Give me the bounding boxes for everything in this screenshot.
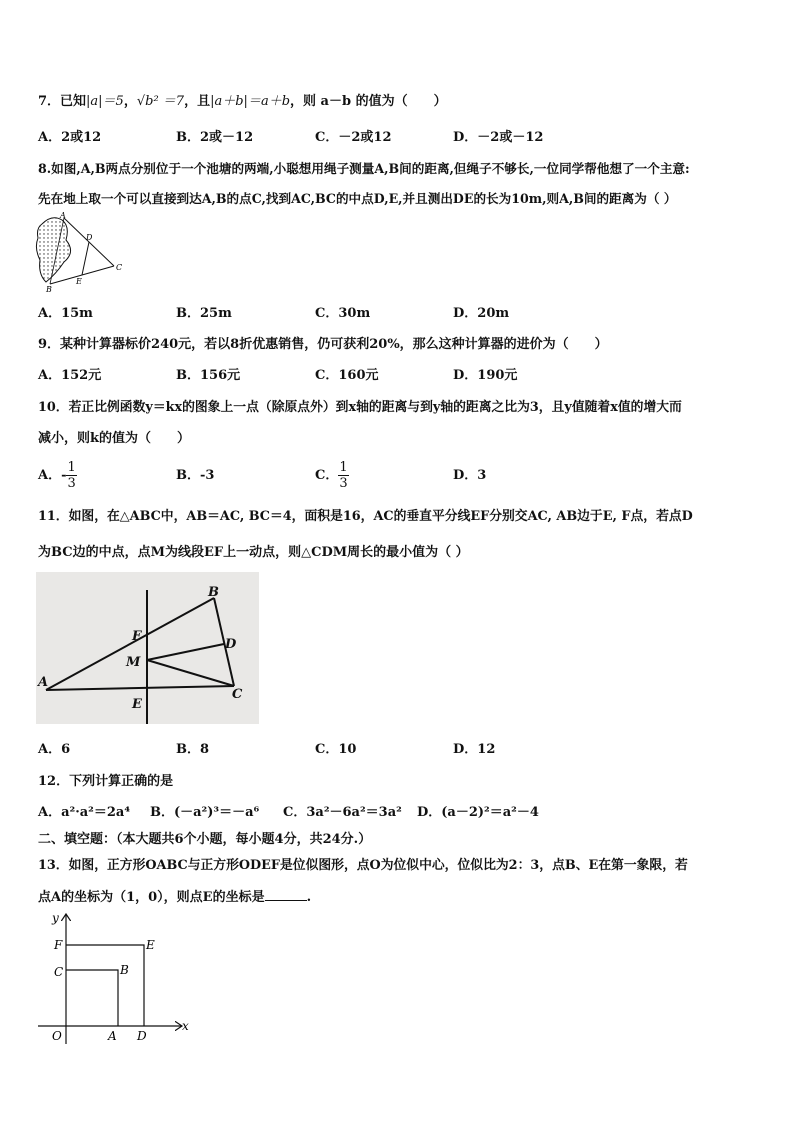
coordinate-figure [32, 908, 197, 1046]
q13-line2-text: 点A的坐标为（1，0），则点E的坐标是 [38, 890, 265, 905]
photo-label-d: D [225, 637, 237, 652]
q10-option-c [315, 460, 349, 491]
q13-line2-end: . [306, 890, 312, 905]
q10-option-a [38, 460, 77, 491]
q10-option-c-prefix: C． [315, 468, 339, 483]
pond-label-e: E [76, 277, 82, 286]
q7-abs-a: |a|＝5 [86, 94, 124, 109]
q7-sep2: ，且 [184, 94, 211, 109]
pond-label-c: C [116, 263, 123, 272]
q9-option-d: D．190元 [453, 368, 518, 383]
point-label-f: F [54, 938, 63, 952]
section-2-title: 二、填空题：（本大题共6个小题，每小题4分，共24分.） [38, 832, 372, 847]
q11-option-a: A．6 [38, 742, 71, 757]
pond-figure [30, 212, 130, 292]
pond-label-a: A [60, 212, 66, 220]
question-10-line2: 减小，则k的值为（ ） [38, 431, 191, 446]
q7-prefix: 7．已知 [38, 94, 87, 109]
q11-option-c: C．10 [315, 742, 357, 757]
question-10-line1: 10．若正比例函数y＝kx的图象上一点（除原点外）到x轴的距离与到y轴的距离之比为3，且y值随着x值的增大而 [38, 400, 682, 415]
q9-option-a: A．152元 [38, 368, 102, 383]
question-8-line2: 先在地上取一个可以直接到达A,B的点C,找到AC,BC的中点D,E,并且测出DE的长为10m,则A,B间的距离为（ ） [38, 191, 677, 206]
q12-option-a: A．a²·a²＝2a⁴ [38, 805, 131, 820]
question-12: 12．下列计算正确的是 [38, 774, 174, 789]
q12-option-d: D．(a－2)²＝a²－4 [417, 805, 539, 820]
pond-label-b: B [46, 285, 52, 292]
q7-suffix: ，则 a－b 的值为（ ） [290, 94, 447, 109]
question-11-line2: 为BC边的中点，点M为线段EF上一动点，则△CDM周长的最小值为（ ） [38, 545, 469, 560]
photo-label-e: E [132, 697, 142, 712]
pond-label-d: D [86, 233, 93, 242]
answer-blank[interactable] [265, 900, 307, 901]
q10-option-a-prefix: A．- [38, 468, 67, 483]
point-label-d: D [137, 1029, 147, 1043]
q11-option-d: D．12 [453, 742, 496, 757]
q7-option-d: D．－2或－12 [453, 130, 544, 145]
question-9: 9．某种计算器标价240元，若以8折优惠销售，仍可获利20%，那么这种计算器的进价为（ ） [38, 337, 608, 352]
q10-option-c-fraction [338, 460, 348, 491]
q9-option-b: B．156元 [176, 368, 241, 383]
point-label-e: E [146, 938, 155, 952]
q11-option-b: B．8 [176, 742, 210, 757]
q10-option-b: B．-3 [176, 468, 215, 483]
q8-option-a: A．15m [38, 306, 93, 321]
point-label-c: C [54, 965, 64, 979]
point-label-b: B [120, 963, 129, 977]
q12-option-b: B．(－a²)³＝－a⁶ [150, 805, 260, 820]
q9-option-c: C．160元 [315, 368, 379, 383]
photo-label-c: C [232, 687, 243, 702]
q7-option-b: B．2或－12 [176, 130, 254, 145]
triangle-photo-figure [36, 572, 259, 724]
q8-option-c: C．30m [315, 306, 371, 321]
q8-option-d: D．20m [453, 306, 510, 321]
q10-option-d: D．3 [453, 468, 487, 483]
q10-option-a-num: 1 [67, 460, 76, 475]
q10-option-a-fraction [66, 460, 76, 491]
q7-sep1: ， [123, 94, 137, 109]
pond-shape [36, 218, 70, 282]
q8-option-b: B．25m [176, 306, 232, 321]
question-13-line1: 13．如图，正方形OABC与正方形ODEF是位似图形，点O为位似中心，位似比为2：3，点B、E在第一象限，若 [38, 858, 688, 873]
photo-label-f: F [132, 629, 142, 644]
question-11-line1: 11．如图，在△ABC中，AB＝AC, BC＝4，面积是16，AC的垂直平分线EF分别交AC, AB边于E, F点，若点D [38, 509, 693, 524]
photo-label-a: A [38, 675, 49, 690]
question-8-line1: 8.如图,A,B两点分别位于一个池塘的两端,小聪想用绳子测量A,B间的距离,但绳子不够长,一位同学帮他想了一个主意: [38, 161, 690, 176]
q7-option-a: A．2或12 [38, 130, 102, 145]
point-label-o: O [52, 1029, 62, 1043]
q7-sqrt-b2: √b² ＝7 [136, 94, 185, 109]
question-7 [38, 90, 447, 109]
photo-label-m: M [126, 655, 141, 670]
q7-option-c: C．－2或12 [315, 130, 392, 145]
q12-option-c: C．3a²－6a²＝3a² [283, 805, 402, 820]
q7-condition: |a＋b|＝a＋b [210, 94, 291, 109]
q10-option-c-num: 1 [339, 460, 348, 475]
photo-label-b: B [208, 585, 219, 600]
point-label-a: A [108, 1029, 117, 1043]
q10-option-c-den: 3 [339, 476, 348, 491]
question-13-line2 [38, 886, 311, 905]
q10-option-a-den: 3 [67, 476, 76, 491]
axis-label-x: x [182, 1019, 189, 1033]
axis-label-y: y [52, 911, 59, 925]
